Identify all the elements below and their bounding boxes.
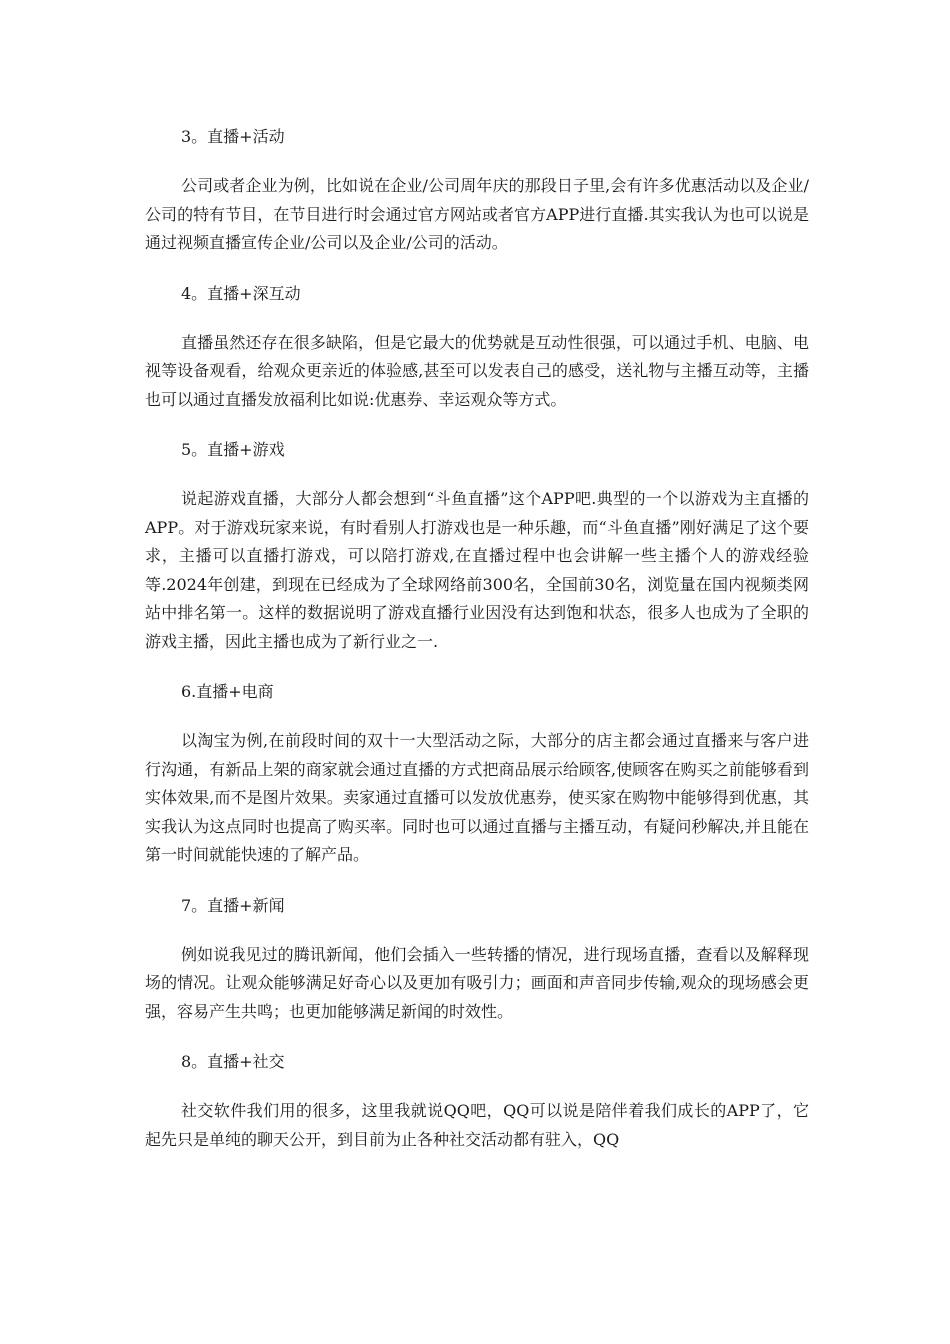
section-heading: 7。直播+新闻 [181, 895, 285, 915]
section-live-gaming [145, 435, 809, 656]
section-paragraph: 社交软件我们用的很多，这里我就说QQ吧，QQ可以说是陪伴着我们成长的APP了，它起先只是单纯的聊天公开，到目前为止各种社交活动都有驻入，QQ [145, 1101, 809, 1149]
section-paragraph: 直播虽然还存在很多缺陷，但是它最大的优势就是互动性很强，可以通过手机、电脑、电视等设备观看，给观众更亲近的体验感,甚至可以发表自己的感受，送礼物与主播互动等，主播也可以通过直播发放福利比如说:优惠券、幸运观众等方式。 [145, 332, 809, 409]
section-heading: 3。直播+活动 [181, 127, 285, 146]
section-heading: 4。直播+深互动 [181, 283, 301, 303]
section-paragraph: 以淘宝为例,在前段时间的双十一大型活动之际，大部分的店主都会通过直播来与客户进行沟通，有新品上架的商家就会通过直播的方式把商品展示给顾客,使顾客在购买之前能够看到实体效果,而不是图片效果。卖家通过直播可以发放优惠券，使买家在购物中能够得到优惠，其实我认为这点同时也提高了购买率。同时也可以通过直播与主播互动，有疑问秒解决,并且能在第一时间就能快速的了解产品。 [145, 731, 809, 864]
section-heading: 8。直播+社交 [181, 1052, 285, 1071]
section-live-interaction [145, 279, 809, 415]
section-paragraph: 说起游戏直播，大部分人都会想到“斗鱼直播”这个APP吧.典型的一个以游戏为主直播的APP。对于游戏玩家来说，有时看别人打游戏也是一种乐趣，而“斗鱼直播”刚好满足了这个要求，主播可以直播打游戏，可以陪打游戏,在直播过程中也会讲解一些主播个人的游戏经验等.2024年创建，到现在已经成为了全球网络前300名，全国前30名，浏览量在国内视频类网站中排名第一。这样的数据说明了游戏直播行业因没有达到饱和状态，很多人也成为了全职的游戏主播，因此主播也成为了新行业之一. [145, 489, 809, 651]
section-live-activity [145, 122, 809, 258]
section-heading: 5。直播+游戏 [181, 440, 285, 459]
section-live-ecommerce [145, 677, 809, 870]
section-heading: 6.直播+电商 [181, 682, 274, 701]
section-live-social [145, 1047, 809, 1154]
section-live-news [145, 891, 809, 1027]
section-paragraph: 公司或者企业为例，比如说在企业/公司周年庆的那段日子里,会有许多优惠活动以及企业/公司的特有节目，在节目进行时会通过官方网站或者官方APP进行直播.其实我认为也可以说是通过视频直播宣传企业/公司以及企业/公司的活动。 [145, 176, 809, 252]
section-paragraph: 例如说我见过的腾讯新闻，他们会插入一些转播的情况，进行现场直播，查看以及解释现场的情况。让观众能够满足好奇心以及更加有吸引力；画面和声音同步传输,观众的现场感会更强，容易产生共鸣；也更加能够满足新闻的时效性。 [145, 944, 809, 1021]
document-page [145, 122, 809, 1175]
